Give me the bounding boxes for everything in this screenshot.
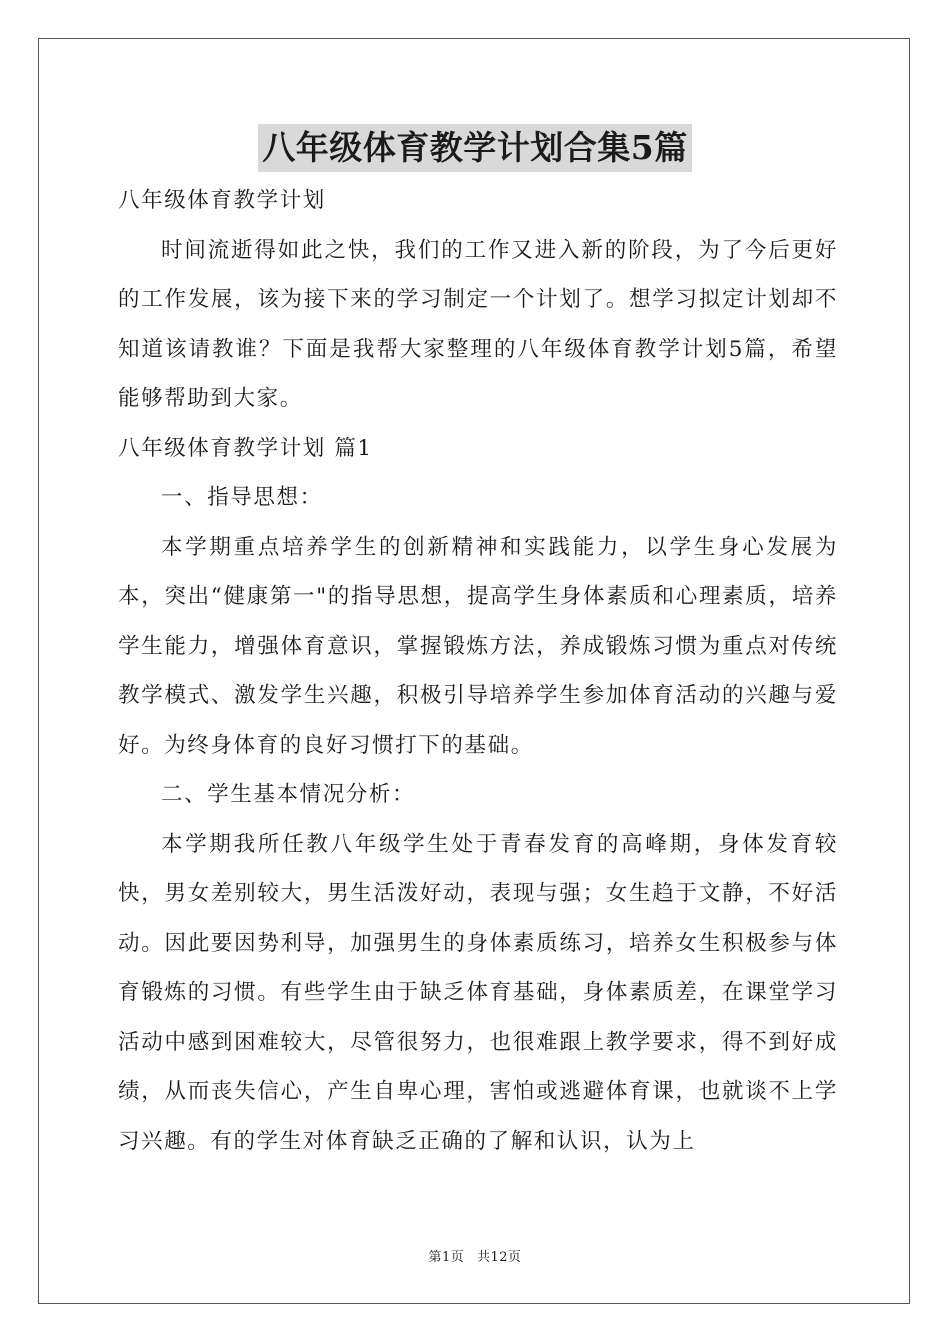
page-number: 第1页 bbox=[428, 1250, 465, 1265]
document-title: 八年级体育教学计划合集5篇 bbox=[258, 124, 691, 172]
title-container bbox=[0, 124, 950, 172]
paragraph: 时间流逝得如此之快，我们的工作又进入新的阶段，为了今后更好的工作发展，该为接下来的学习制定一个计划了。想学习拟定计划却不知道该请教谁？下面是我帮大家整理的八年级体育教学计划5篇，希望能够帮助到大家。 bbox=[118, 237, 838, 411]
paragraph: 本学期我所任教八年级学生处于青春发育的高峰期，身体发育较快，男女差别较大，男生活泼好动，表现与强；女生趋于文静，不好活动。因此要因势利导，加强男生的身体素质练习，培养女生积极参与体育锻炼的习惯。有些学生由于缺乏体育基础，身体素质差，在课堂学习活动中感到困难较大，尽管很努力，也很难跟上教学要求，得不到好成绩，从而丧失信心，产生自卑心理，害怕或逃避体育课，也就谈不上学习兴趣。有的学生对体育缺乏正确的了解和认识，认为上 bbox=[118, 831, 838, 1154]
paragraph: 本学期重点培养学生的创新精神和实践能力，以学生身心发展为本，突出“健康第一"的指导思想，提高学生身体素质和心理素质，培养学生能力，增强体育意识，掌握锻炼方法，养成锻炼习惯为重点对传统教学模式、激发学生兴趣，积极引导培养学生参加体育活动的兴趣与爱好。为终身体育的良好习惯打下的基础。 bbox=[118, 534, 838, 758]
page-total: 共12页 bbox=[476, 1250, 522, 1265]
paragraph: 八年级体育教学计划 bbox=[118, 188, 326, 213]
subsection-heading: 一、指导思想： bbox=[161, 485, 323, 510]
subsection-heading: 二、学生基本情况分析： bbox=[161, 782, 416, 807]
page-footer bbox=[0, 1246, 950, 1265]
section-heading: 八年级体育教学计划 篇1 bbox=[118, 435, 373, 461]
document-body bbox=[118, 176, 838, 1166]
